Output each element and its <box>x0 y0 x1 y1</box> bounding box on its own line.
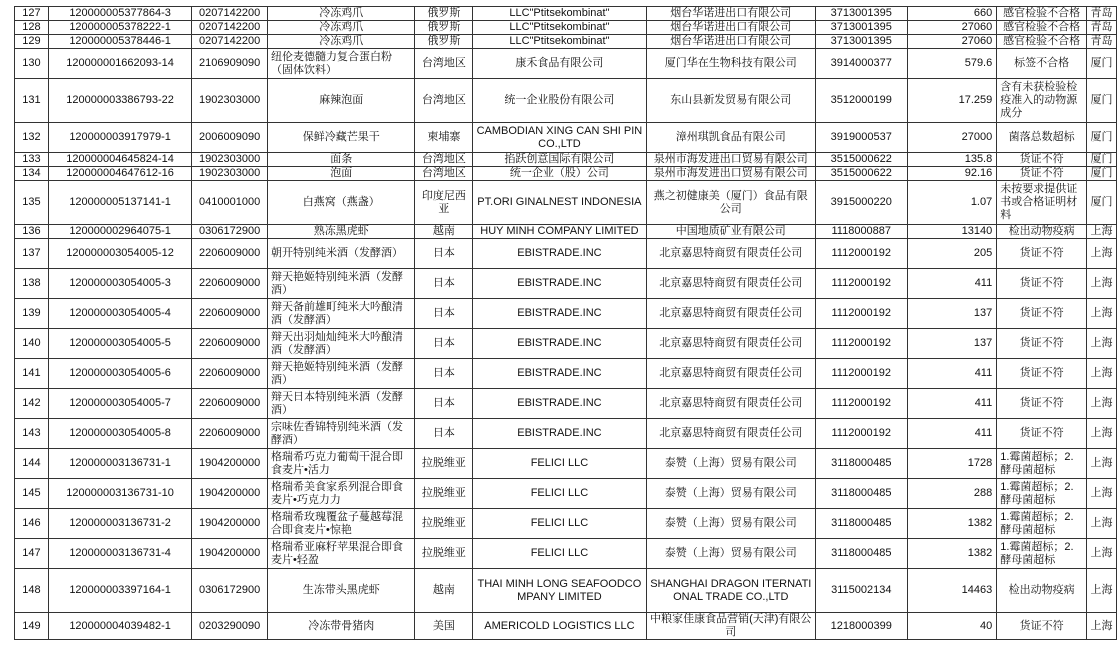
cell-row-number: 135 <box>15 181 49 225</box>
cell-port: 上海 <box>1086 479 1116 509</box>
cell-port: 青岛 <box>1086 7 1116 21</box>
cell-hs-code: 1904200000 <box>192 509 268 539</box>
cell-quantity: 411 <box>907 269 997 299</box>
cell-hs-code: 0207142200 <box>192 21 268 35</box>
cell-row-number: 140 <box>15 329 49 359</box>
cell-quantity: 411 <box>907 389 997 419</box>
cell-product-name: 宗味佐香锦特别纯米酒（发酵酒） <box>267 419 414 449</box>
cell-port: 上海 <box>1086 509 1116 539</box>
cell-product-name: 泡面 <box>267 167 414 181</box>
cell-importer-code: 3118000485 <box>815 539 907 569</box>
cell-quantity: 14463 <box>907 569 997 613</box>
cell-inspection-id: 120000003397164-1 <box>48 569 191 613</box>
cell-row-number: 129 <box>15 35 49 49</box>
cell-importer-code: 3118000485 <box>815 509 907 539</box>
cell-inspection-id: 120000005137141-1 <box>48 181 191 225</box>
cell-importer-name: 厦门华在生物科技有限公司 <box>646 49 815 79</box>
cell-hs-code: 1904200000 <box>192 539 268 569</box>
cell-foreign-company: FELICI LLC <box>473 479 646 509</box>
cell-hs-code: 0203290090 <box>192 613 268 640</box>
cell-importer-name: SHANGHAI DRAGON ITERNATIONAL TRADE CO.,LTD <box>646 569 815 613</box>
cell-inspection-id: 120000003054005-3 <box>48 269 191 299</box>
cell-foreign-company: 统一企业（股）公司 <box>473 167 646 181</box>
table-row <box>15 153 1117 167</box>
cell-origin-region: 台湾地区 <box>415 153 473 167</box>
cell-quantity: 1728 <box>907 449 997 479</box>
cell-quantity: 660 <box>907 7 997 21</box>
cell-quantity: 411 <box>907 359 997 389</box>
cell-port: 上海 <box>1086 449 1116 479</box>
cell-rejection-reason: 货证不符 <box>997 329 1087 359</box>
cell-product-name: 纽伦麦德髓力复合蛋白粉（固体饮料） <box>267 49 414 79</box>
cell-quantity: 27060 <box>907 35 997 49</box>
table-row <box>15 479 1117 509</box>
cell-rejection-reason: 货证不符 <box>997 153 1087 167</box>
cell-importer-name: 北京嘉思特商贸有限责任公司 <box>646 299 815 329</box>
cell-quantity: 17.259 <box>907 79 997 123</box>
cell-rejection-reason: 货证不符 <box>997 299 1087 329</box>
cell-inspection-id: 120000003054005-6 <box>48 359 191 389</box>
cell-importer-code: 3512000199 <box>815 79 907 123</box>
cell-hs-code: 2206009000 <box>192 239 268 269</box>
cell-hs-code: 0410001000 <box>192 181 268 225</box>
cell-row-number: 145 <box>15 479 49 509</box>
cell-rejection-reason: 货证不符 <box>997 167 1087 181</box>
table-row <box>15 167 1117 181</box>
cell-rejection-reason: 1.霉菌超标；2.酵母菌超标 <box>997 479 1087 509</box>
cell-importer-name: 烟台华诺进出口有限公司 <box>646 35 815 49</box>
cell-importer-name: 燕之初健康美（厦门）食品有限公司 <box>646 181 815 225</box>
cell-foreign-company: HUY MINH COMPANY LIMITED <box>473 225 646 239</box>
table-row <box>15 123 1117 153</box>
cell-inspection-id: 120000003054005-5 <box>48 329 191 359</box>
cell-quantity: 205 <box>907 239 997 269</box>
cell-foreign-company: EBISTRADE.INC <box>473 419 646 449</box>
cell-foreign-company: AMERICOLD LOGISTICS LLC <box>473 613 646 640</box>
cell-origin-region: 俄罗斯 <box>415 21 473 35</box>
cell-port: 上海 <box>1086 329 1116 359</box>
cell-inspection-id: 120000003386793-22 <box>48 79 191 123</box>
cell-port: 上海 <box>1086 299 1116 329</box>
cell-quantity: 27000 <box>907 123 997 153</box>
cell-inspection-id: 120000005378222-1 <box>48 21 191 35</box>
cell-hs-code: 2206009000 <box>192 299 268 329</box>
cell-origin-region: 拉脱维亚 <box>415 509 473 539</box>
table-row <box>15 269 1117 299</box>
cell-hs-code: 0306172900 <box>192 569 268 613</box>
table-body <box>15 7 1117 640</box>
cell-importer-code: 3713001395 <box>815 21 907 35</box>
cell-importer-name: 中国地质矿业有限公司 <box>646 225 815 239</box>
cell-row-number: 147 <box>15 539 49 569</box>
cell-origin-region: 越南 <box>415 569 473 613</box>
cell-importer-name: 北京嘉思特商贸有限责任公司 <box>646 359 815 389</box>
cell-product-name: 熟冻黑虎虾 <box>267 225 414 239</box>
table-row <box>15 359 1117 389</box>
cell-row-number: 138 <box>15 269 49 299</box>
cell-hs-code: 0306172900 <box>192 225 268 239</box>
table-row <box>15 613 1117 640</box>
cell-hs-code: 2106909090 <box>192 49 268 79</box>
cell-rejection-reason: 货证不符 <box>997 613 1087 640</box>
cell-quantity: 40 <box>907 613 997 640</box>
cell-quantity: 1382 <box>907 509 997 539</box>
cell-importer-code: 3115002134 <box>815 569 907 613</box>
cell-importer-code: 1118000887 <box>815 225 907 239</box>
cell-importer-name: 北京嘉思特商贸有限责任公司 <box>646 329 815 359</box>
cell-origin-region: 台湾地区 <box>415 167 473 181</box>
cell-importer-code: 3118000485 <box>815 449 907 479</box>
cell-product-name: 辩天艳姬特别纯米酒（发酵酒） <box>267 359 414 389</box>
cell-foreign-company: EBISTRADE.INC <box>473 329 646 359</box>
cell-importer-name: 北京嘉思特商贸有限责任公司 <box>646 389 815 419</box>
cell-product-name: 面条 <box>267 153 414 167</box>
cell-row-number: 130 <box>15 49 49 79</box>
cell-origin-region: 日本 <box>415 269 473 299</box>
cell-foreign-company: EBISTRADE.INC <box>473 239 646 269</box>
cell-importer-code: 1112000192 <box>815 269 907 299</box>
cell-hs-code: 0207142200 <box>192 7 268 21</box>
cell-port: 上海 <box>1086 419 1116 449</box>
cell-port: 上海 <box>1086 269 1116 299</box>
cell-inspection-id: 120000003136731-10 <box>48 479 191 509</box>
cell-inspection-id: 120000003054005-12 <box>48 239 191 269</box>
cell-origin-region: 越南 <box>415 225 473 239</box>
table-row <box>15 329 1117 359</box>
cell-product-name: 格瑞希亚麻籽苹果混合即食麦片•轻盈 <box>267 539 414 569</box>
cell-foreign-company: CAMBODIAN XING CAN SHI PIN CO.,LTD <box>473 123 646 153</box>
cell-foreign-company: EBISTRADE.INC <box>473 269 646 299</box>
table-row <box>15 181 1117 225</box>
cell-importer-name: 泉州市海发进出口贸易有限公司 <box>646 153 815 167</box>
cell-importer-name: 泰赞（上海）贸易有限公司 <box>646 449 815 479</box>
cell-rejection-reason: 1.霉菌超标；2.酵母菌超标 <box>997 449 1087 479</box>
cell-origin-region: 印度尼西亚 <box>415 181 473 225</box>
cell-product-name: 格瑞希玫瑰覆盆子蔓越莓混合即食麦片•惊艳 <box>267 509 414 539</box>
cell-foreign-company: PT.ORI GINALNEST INDONESIA <box>473 181 646 225</box>
cell-importer-name: 泰赞（上海）贸易有限公司 <box>646 539 815 569</box>
cell-hs-code: 2206009000 <box>192 329 268 359</box>
cell-hs-code: 1902303000 <box>192 153 268 167</box>
cell-port: 上海 <box>1086 539 1116 569</box>
table-row <box>15 569 1117 613</box>
cell-importer-code: 1112000192 <box>815 419 907 449</box>
cell-row-number: 132 <box>15 123 49 153</box>
cell-inspection-id: 120000005378446-1 <box>48 35 191 49</box>
table-row <box>15 21 1117 35</box>
cell-importer-code: 1112000192 <box>815 359 907 389</box>
cell-origin-region: 俄罗斯 <box>415 7 473 21</box>
cell-importer-name: 烟台华诺进出口有限公司 <box>646 7 815 21</box>
cell-importer-name: 泰赞（上海）贸易有限公司 <box>646 479 815 509</box>
cell-quantity: 1382 <box>907 539 997 569</box>
table-row <box>15 299 1117 329</box>
cell-hs-code: 2006009090 <box>192 123 268 153</box>
cell-foreign-company: EBISTRADE.INC <box>473 389 646 419</box>
cell-rejection-reason: 感官检验不合格 <box>997 7 1087 21</box>
cell-port: 上海 <box>1086 613 1116 640</box>
cell-rejection-reason: 货证不符 <box>997 269 1087 299</box>
cell-rejection-reason: 含有未获检验检疫准入的动物源成分 <box>997 79 1087 123</box>
cell-rejection-reason: 货证不符 <box>997 359 1087 389</box>
cell-origin-region: 日本 <box>415 239 473 269</box>
cell-foreign-company: 康禾食品有限公司 <box>473 49 646 79</box>
cell-product-name: 冷冻鸡爪 <box>267 7 414 21</box>
cell-importer-code: 1112000192 <box>815 329 907 359</box>
cell-row-number: 131 <box>15 79 49 123</box>
cell-rejection-reason: 货证不符 <box>997 389 1087 419</box>
table-row <box>15 35 1117 49</box>
cell-origin-region: 柬埔寨 <box>415 123 473 153</box>
cell-row-number: 144 <box>15 449 49 479</box>
cell-inspection-id: 120000003136731-1 <box>48 449 191 479</box>
cell-importer-code: 1218000399 <box>815 613 907 640</box>
cell-foreign-company: FELICI LLC <box>473 539 646 569</box>
cell-foreign-company: LLC"Ptitsekombinat" <box>473 21 646 35</box>
cell-rejection-reason: 菌落总数超标 <box>997 123 1087 153</box>
cell-inspection-id: 120000004039482-1 <box>48 613 191 640</box>
cell-hs-code: 2206009000 <box>192 419 268 449</box>
cell-origin-region: 拉脱维亚 <box>415 449 473 479</box>
cell-importer-code: 1112000192 <box>815 239 907 269</box>
cell-row-number: 142 <box>15 389 49 419</box>
cell-port: 青岛 <box>1086 21 1116 35</box>
cell-origin-region: 俄罗斯 <box>415 35 473 49</box>
cell-importer-code: 3713001395 <box>815 7 907 21</box>
cell-quantity: 135.8 <box>907 153 997 167</box>
cell-foreign-company: 掐跃创意国际有限公司 <box>473 153 646 167</box>
cell-rejection-reason: 未按要求提供证书或合格证明材料 <box>997 181 1087 225</box>
cell-foreign-company: THAI MINH LONG SEAFOODCOMPANY LIMITED <box>473 569 646 613</box>
table-row <box>15 509 1117 539</box>
cell-quantity: 1.07 <box>907 181 997 225</box>
cell-rejection-reason: 感官检验不合格 <box>997 21 1087 35</box>
table-row <box>15 449 1117 479</box>
cell-product-name: 格瑞希美食家系列混合即食麦片•巧克力力 <box>267 479 414 509</box>
cell-rejection-reason: 检出动物疫病 <box>997 569 1087 613</box>
cell-importer-name: 烟台华诺进出口有限公司 <box>646 21 815 35</box>
cell-product-name: 麻辣泡面 <box>267 79 414 123</box>
cell-importer-name: 泉州市海发进出口贸易有限公司 <box>646 167 815 181</box>
cell-inspection-id: 120000003136731-2 <box>48 509 191 539</box>
cell-port: 青岛 <box>1086 35 1116 49</box>
cell-importer-name: 北京嘉思特商贸有限责任公司 <box>646 269 815 299</box>
cell-importer-name: 漳州琪凯食品有限公司 <box>646 123 815 153</box>
cell-port: 上海 <box>1086 359 1116 389</box>
cell-hs-code: 1902303000 <box>192 167 268 181</box>
cell-port: 厦门 <box>1086 123 1116 153</box>
cell-foreign-company: FELICI LLC <box>473 509 646 539</box>
cell-product-name: 辩天备前雄町纯米大吟酿清酒（发酵酒） <box>267 299 414 329</box>
cell-importer-name: 东山县新发贸易有限公司 <box>646 79 815 123</box>
cell-foreign-company: FELICI LLC <box>473 449 646 479</box>
cell-quantity: 137 <box>907 299 997 329</box>
cell-rejection-reason: 感官检验不合格 <box>997 35 1087 49</box>
cell-inspection-id: 120000003054005-7 <box>48 389 191 419</box>
cell-importer-code: 3915000220 <box>815 181 907 225</box>
cell-foreign-company: EBISTRADE.INC <box>473 299 646 329</box>
cell-foreign-company: 统一企业股份有限公司 <box>473 79 646 123</box>
cell-inspection-id: 120000003054005-8 <box>48 419 191 449</box>
cell-port: 厦门 <box>1086 79 1116 123</box>
cell-origin-region: 日本 <box>415 329 473 359</box>
cell-importer-name: 北京嘉思特商贸有限责任公司 <box>646 239 815 269</box>
cell-row-number: 146 <box>15 509 49 539</box>
cell-row-number: 134 <box>15 167 49 181</box>
cell-inspection-id: 120000005377864-3 <box>48 7 191 21</box>
cell-product-name: 格瑞希巧克力葡萄干混合即食麦片•活力 <box>267 449 414 479</box>
inspection-table <box>14 6 1117 640</box>
cell-foreign-company: EBISTRADE.INC <box>473 359 646 389</box>
cell-importer-code: 3713001395 <box>815 35 907 49</box>
cell-origin-region: 台湾地区 <box>415 49 473 79</box>
cell-importer-code: 1112000192 <box>815 389 907 419</box>
cell-rejection-reason: 货证不符 <box>997 239 1087 269</box>
cell-importer-name: 泰赞（上海）贸易有限公司 <box>646 509 815 539</box>
cell-rejection-reason: 货证不符 <box>997 419 1087 449</box>
cell-importer-code: 1112000192 <box>815 299 907 329</box>
cell-product-name: 冷冻带骨猪肉 <box>267 613 414 640</box>
cell-row-number: 139 <box>15 299 49 329</box>
cell-rejection-reason: 标签不合格 <box>997 49 1087 79</box>
cell-inspection-id: 120000003054005-4 <box>48 299 191 329</box>
cell-hs-code: 0207142200 <box>192 35 268 49</box>
table-row <box>15 225 1117 239</box>
cell-product-name: 冷冻鸡爪 <box>267 35 414 49</box>
cell-origin-region: 日本 <box>415 389 473 419</box>
cell-quantity: 137 <box>907 329 997 359</box>
cell-inspection-id: 120000002964075-1 <box>48 225 191 239</box>
cell-origin-region: 美国 <box>415 613 473 640</box>
cell-hs-code: 2206009000 <box>192 269 268 299</box>
cell-product-name: 辩天艳姬特别纯米酒（发酵酒） <box>267 269 414 299</box>
cell-inspection-id: 120000004645824-14 <box>48 153 191 167</box>
cell-rejection-reason: 检出动物疫病 <box>997 225 1087 239</box>
cell-quantity: 27060 <box>907 21 997 35</box>
cell-importer-code: 3919000537 <box>815 123 907 153</box>
table-row <box>15 7 1117 21</box>
cell-importer-code: 3515000622 <box>815 153 907 167</box>
cell-quantity: 411 <box>907 419 997 449</box>
cell-row-number: 143 <box>15 419 49 449</box>
cell-inspection-id: 120000003917979-1 <box>48 123 191 153</box>
cell-quantity: 288 <box>907 479 997 509</box>
cell-rejection-reason: 1.霉菌超标；2.酵母菌超标 <box>997 539 1087 569</box>
cell-row-number: 136 <box>15 225 49 239</box>
cell-inspection-id: 120000003136731-4 <box>48 539 191 569</box>
cell-importer-code: 3515000622 <box>815 167 907 181</box>
table-row <box>15 49 1117 79</box>
table-row <box>15 79 1117 123</box>
cell-hs-code: 2206009000 <box>192 359 268 389</box>
cell-product-name: 冷冻鸡爪 <box>267 21 414 35</box>
cell-row-number: 141 <box>15 359 49 389</box>
cell-rejection-reason: 1.霉菌超标；2.酵母菌超标 <box>997 509 1087 539</box>
cell-importer-code: 3914000377 <box>815 49 907 79</box>
cell-row-number: 149 <box>15 613 49 640</box>
table-row <box>15 239 1117 269</box>
cell-importer-name: 北京嘉思特商贸有限责任公司 <box>646 419 815 449</box>
cell-port: 上海 <box>1086 569 1116 613</box>
cell-inspection-id: 120000004647612-16 <box>48 167 191 181</box>
cell-row-number: 148 <box>15 569 49 613</box>
cell-port: 上海 <box>1086 239 1116 269</box>
cell-row-number: 127 <box>15 7 49 21</box>
cell-port: 厦门 <box>1086 153 1116 167</box>
cell-hs-code: 1904200000 <box>192 479 268 509</box>
cell-quantity: 92.16 <box>907 167 997 181</box>
cell-inspection-id: 120000001662093-14 <box>48 49 191 79</box>
table-row <box>15 389 1117 419</box>
cell-row-number: 128 <box>15 21 49 35</box>
cell-port: 厦门 <box>1086 49 1116 79</box>
cell-port: 厦门 <box>1086 167 1116 181</box>
cell-importer-name: 中粮家佳康食品营销(天津)有限公司 <box>646 613 815 640</box>
cell-quantity: 13140 <box>907 225 997 239</box>
cell-foreign-company: LLC"Ptitsekombinat" <box>473 7 646 21</box>
table-row <box>15 419 1117 449</box>
cell-row-number: 137 <box>15 239 49 269</box>
cell-product-name: 白燕窝（燕盏） <box>267 181 414 225</box>
cell-row-number: 133 <box>15 153 49 167</box>
cell-product-name: 辩天出羽灿灿纯米大吟酿清酒（发酵酒） <box>267 329 414 359</box>
cell-port: 厦门 <box>1086 181 1116 225</box>
cell-foreign-company: LLC"Ptitsekombinat" <box>473 35 646 49</box>
table-row <box>15 539 1117 569</box>
cell-origin-region: 拉脱维亚 <box>415 539 473 569</box>
cell-quantity: 579.6 <box>907 49 997 79</box>
cell-hs-code: 1902303000 <box>192 79 268 123</box>
cell-hs-code: 2206009000 <box>192 389 268 419</box>
cell-port: 上海 <box>1086 225 1116 239</box>
cell-product-name: 朝开特别纯米酒（发酵酒） <box>267 239 414 269</box>
cell-product-name: 保鲜冷藏芒果干 <box>267 123 414 153</box>
cell-product-name: 生冻带头黑虎虾 <box>267 569 414 613</box>
cell-origin-region: 日本 <box>415 299 473 329</box>
cell-importer-code: 3118000485 <box>815 479 907 509</box>
cell-origin-region: 台湾地区 <box>415 79 473 123</box>
cell-port: 上海 <box>1086 389 1116 419</box>
cell-origin-region: 日本 <box>415 359 473 389</box>
cell-hs-code: 1904200000 <box>192 449 268 479</box>
cell-origin-region: 日本 <box>415 419 473 449</box>
cell-product-name: 辩天日本特别纯米酒（发酵酒） <box>267 389 414 419</box>
cell-origin-region: 拉脱维亚 <box>415 479 473 509</box>
